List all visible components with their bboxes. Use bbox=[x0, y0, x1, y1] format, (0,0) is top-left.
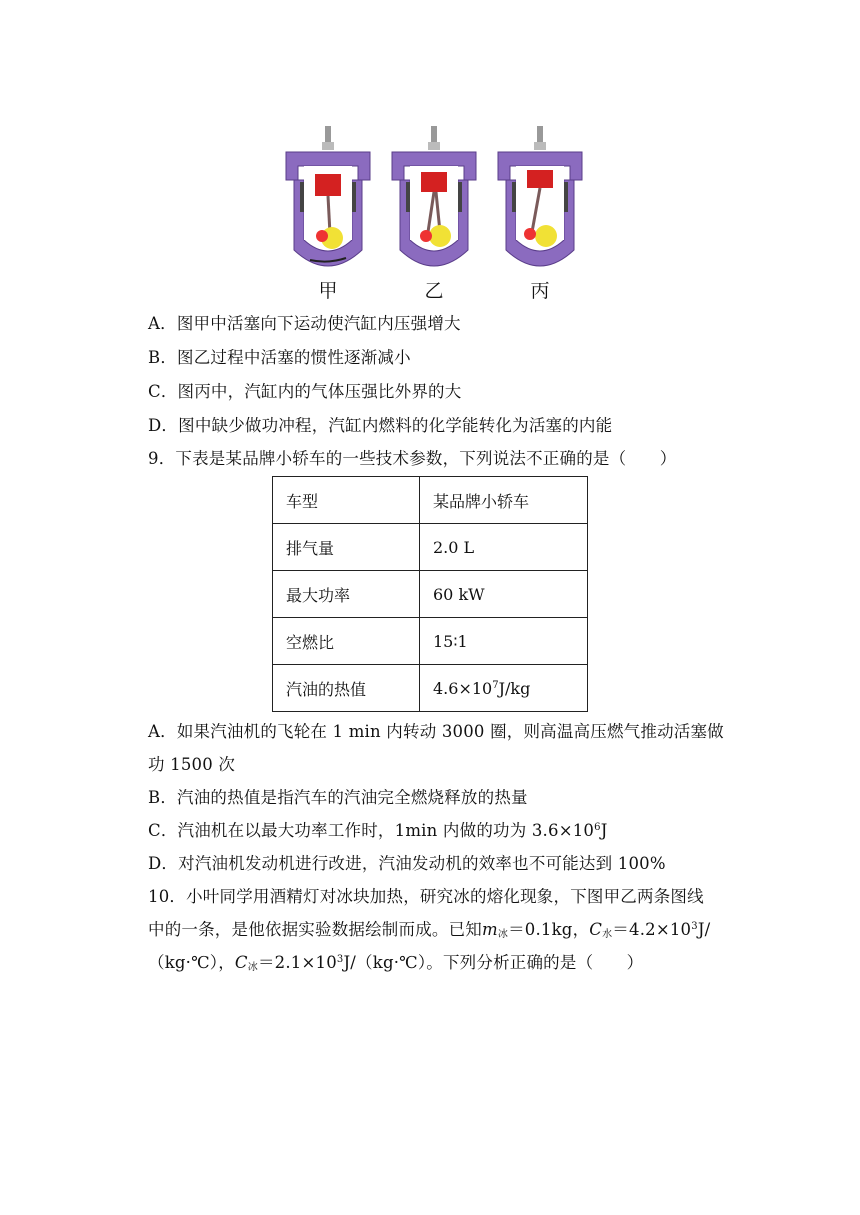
table-cell: 2.0 L bbox=[420, 524, 588, 571]
table-cell: 汽油的热值 bbox=[273, 665, 420, 712]
q8-option-b: B．图乙过程中活塞的惯性逐渐减小 bbox=[148, 348, 411, 367]
q8-option-a: A．图甲中活塞向下运动使汽缸内压强增大 bbox=[148, 314, 461, 333]
figure-label-bing: 丙 bbox=[530, 280, 550, 302]
table-row bbox=[273, 477, 588, 524]
q9-option-b: B．汽油的热值是指汽车的汽油完全燃烧释放的热量 bbox=[148, 788, 528, 807]
table-cell: 空燃比 bbox=[273, 618, 420, 665]
engine-strokes-figure bbox=[280, 122, 590, 300]
figure-label-jia: 甲 bbox=[318, 280, 338, 302]
q10-line2: 中的一条，是他依据实验数据绘制而成。已知$m_冰=0.1kg$，$C_水=4.2\times 10^3J/$ bbox=[148, 920, 711, 940]
table-cell: 60 kW bbox=[420, 571, 588, 618]
table-row bbox=[273, 524, 588, 571]
table-cell: 排气量 bbox=[273, 524, 420, 571]
q10-line3: （kg·℃），$C_冰=2.1\times 10^3J/(kg\cdot℃)$。下列分析正确的是（ ） bbox=[148, 953, 644, 973]
q8-option-d: D．图中缺少做功冲程，汽缸内燃料的化学能转化为活塞的内能 bbox=[148, 416, 613, 435]
car-spec-table bbox=[272, 476, 588, 712]
engine-diagram-yi bbox=[386, 122, 482, 282]
table-cell: 某品牌小轿车 bbox=[420, 477, 588, 524]
table-cell: 最大功率 bbox=[273, 571, 420, 618]
engine-diagram-bing bbox=[492, 122, 588, 282]
figure-label-yi: 乙 bbox=[424, 280, 444, 302]
q8-option-c: C．图丙中，汽缸内的气体压强比外界的大 bbox=[148, 382, 462, 401]
q9-stem: 9．下表是某品牌小轿车的一些技术参数，下列说法不正确的是（ ） bbox=[148, 449, 677, 468]
table-cell: 15∶1 bbox=[420, 618, 588, 665]
table-cell-heat-value: $4.6\times 10^7J/kg$ bbox=[420, 665, 588, 712]
table-row bbox=[273, 618, 588, 665]
table-row bbox=[273, 571, 588, 618]
q9-option-a-line2: 功 1500 次 bbox=[148, 755, 236, 774]
q9-option-a-line1: A．如果汽油机的飞轮在 1 min 内转动 3000 圈，则高温高压燃气推动活塞做 bbox=[148, 722, 724, 741]
table-cell: 车型 bbox=[273, 477, 420, 524]
q9-option-d: D．对汽油机发动机进行改进，汽油发动机的效率也不可能达到 100% bbox=[148, 854, 666, 873]
q9-option-c: C．汽油机在以最大功率工作时，1min 内做的功为 $3.6\times 10^6J$ bbox=[148, 821, 608, 840]
q10-line1: 10．小叶同学用酒精灯对冰块加热，研究冰的熔化现象，下图甲乙两条图线 bbox=[148, 887, 704, 906]
table-row bbox=[273, 665, 588, 712]
engine-diagram-jia bbox=[280, 122, 376, 282]
